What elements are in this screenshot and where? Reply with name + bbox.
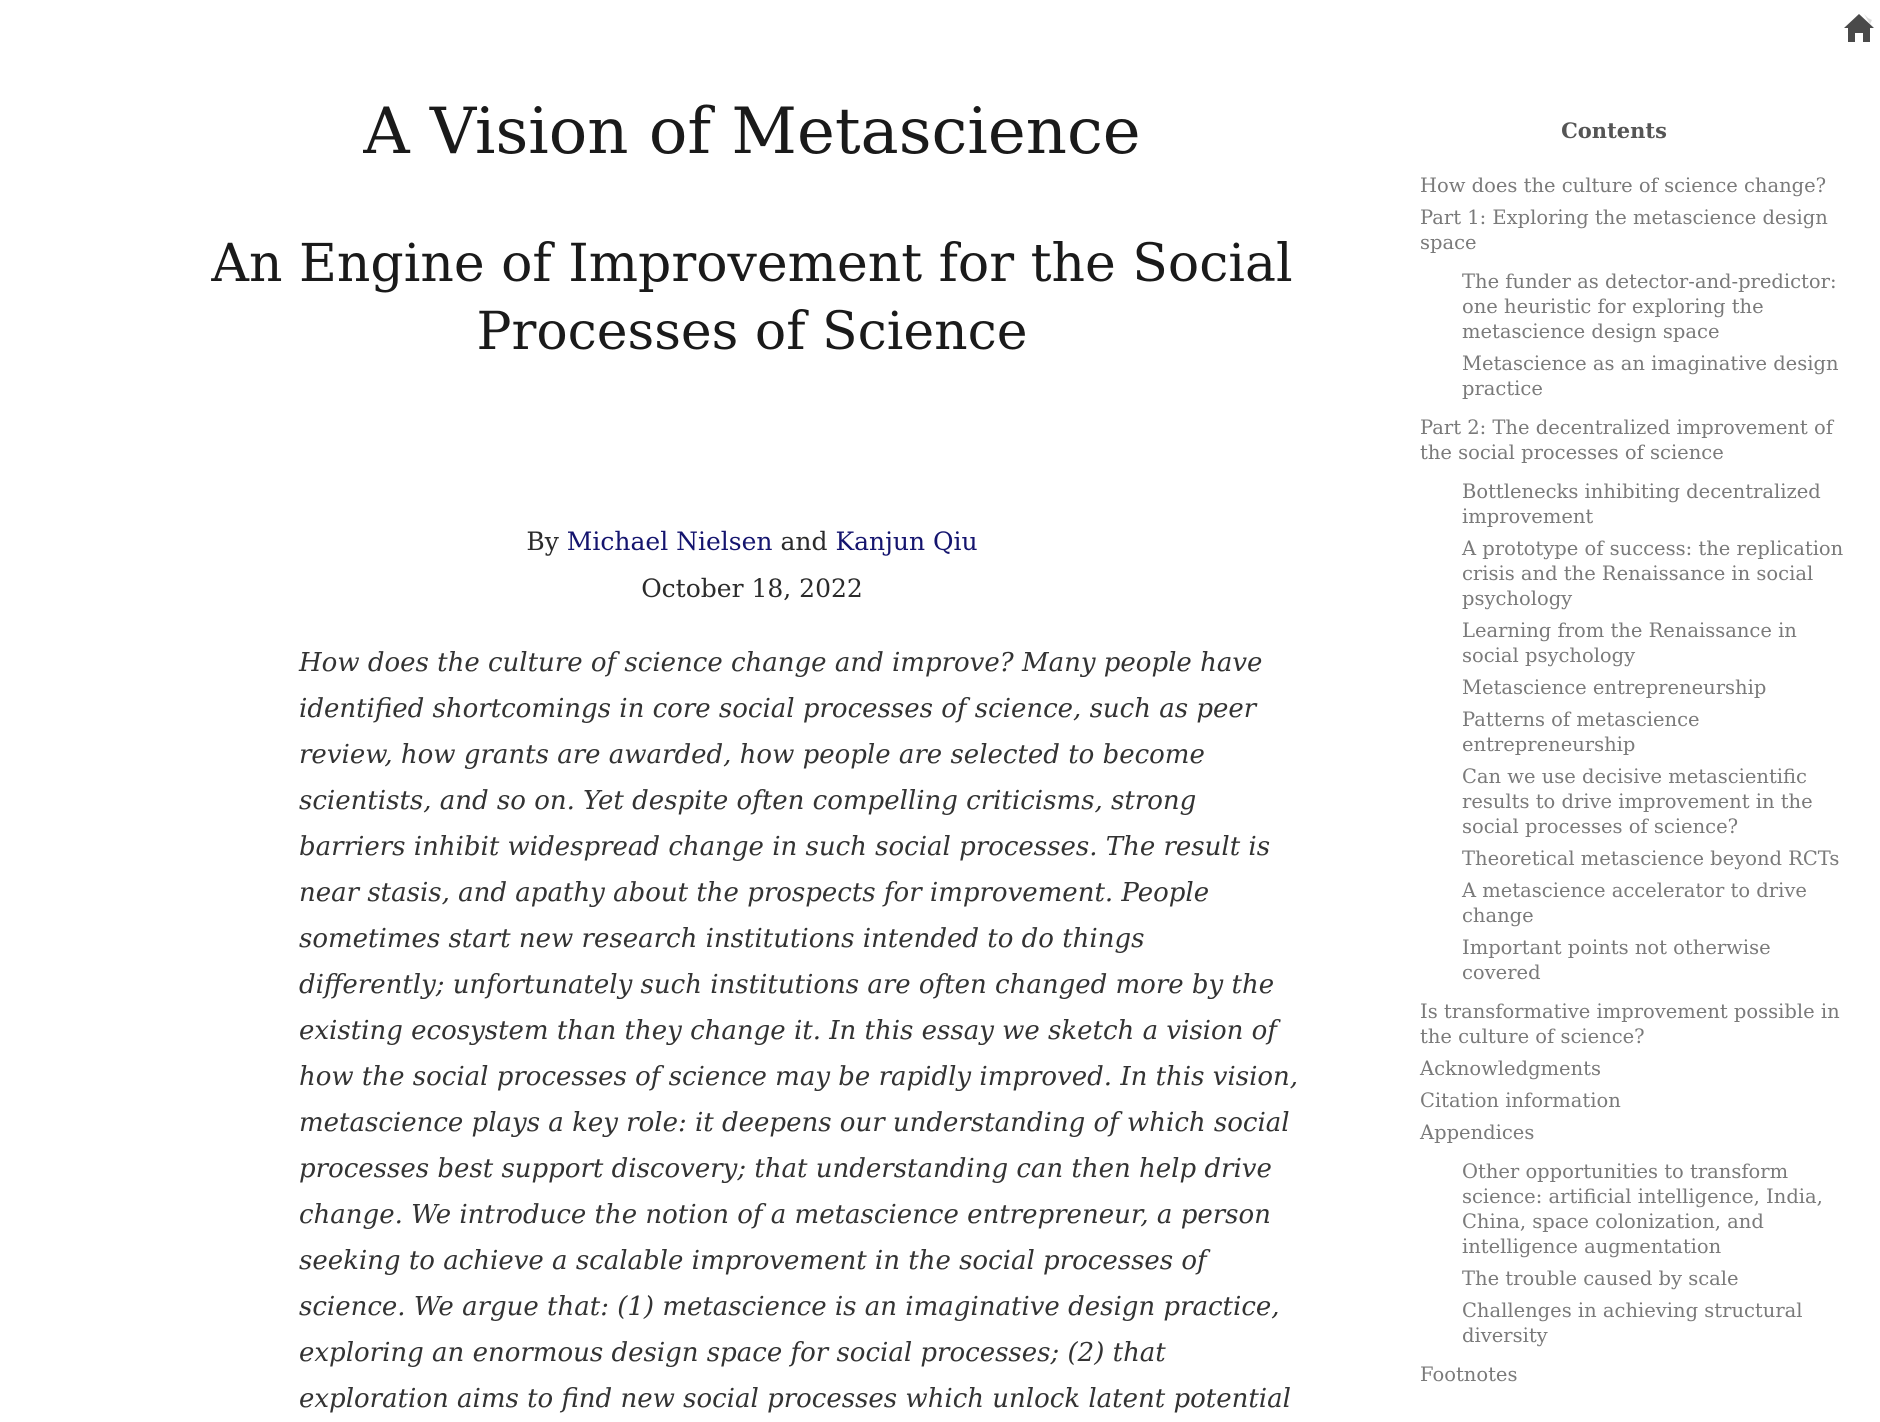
byline-by: By bbox=[526, 527, 559, 556]
toc-link[interactable]: Acknowledgments bbox=[1420, 1057, 1601, 1080]
author-link[interactable]: Kanjun Qiu bbox=[835, 527, 978, 556]
toc-link[interactable]: Part 2: The decentralized improvement of the social processes of science bbox=[1420, 416, 1833, 464]
abstract-line: metascience plays a key role: it deepens our understanding of which social bbox=[299, 1108, 1290, 1138]
page-subtitle bbox=[200, 230, 1304, 366]
toc-link[interactable]: Other opportunities to transform science: artificial intelligence, India, China, space colonization, and intelligence augmentation bbox=[1462, 1160, 1823, 1258]
abstract-line: scientists, and so on. Yet despite often compelling criticisms, strong bbox=[299, 786, 1197, 816]
toc-link[interactable]: Challenges in achieving structural diversity bbox=[1462, 1299, 1803, 1347]
toc-link[interactable]: How does the culture of science change? bbox=[1420, 174, 1827, 197]
abstract-line: existing ecosystem than they change it. In this essay we sketch a vision of bbox=[299, 1016, 1277, 1046]
abstract-line: near stasis, and apathy about the prospects for improvement. People bbox=[299, 878, 1210, 908]
abstract bbox=[299, 640, 1299, 1422]
byline bbox=[200, 524, 1304, 560]
toc-link[interactable]: Is transformative improvement possible in the culture of science? bbox=[1420, 1000, 1840, 1048]
toc-link[interactable]: The funder as detector-and-predictor: one heuristic for exploring the metascience design space bbox=[1462, 270, 1837, 343]
toc-link[interactable]: Learning from the Renaissance in social psychology bbox=[1462, 619, 1797, 667]
toc-link[interactable]: Important points not otherwise covered bbox=[1462, 936, 1771, 984]
abstract-line: barriers inhibit widespread change in such social processes. The result is bbox=[299, 832, 1271, 862]
table-of-contents bbox=[1420, 118, 1860, 1394]
abstract-line: seeking to achieve a scalable improvement in the social processes of bbox=[299, 1246, 1207, 1276]
abstract-line: processes best support discovery; that understanding can then help drive bbox=[299, 1154, 1272, 1184]
abstract-line: identified shortcomings in core social processes of science, such as peer bbox=[299, 694, 1257, 724]
abstract-line: exploring an enormous design space for social processes; (2) that bbox=[299, 1338, 1166, 1368]
toc-link[interactable]: Metascience as an imaginative design practice bbox=[1462, 352, 1839, 400]
toc-link[interactable]: Metascience entrepreneurship bbox=[1462, 676, 1767, 699]
toc-link[interactable]: Can we use decisive metascientific results to drive improvement in the social processes of science? bbox=[1462, 765, 1813, 838]
toc-heading: Contents bbox=[1561, 118, 1667, 143]
page-title: A Vision of Metascience bbox=[363, 95, 1141, 169]
author-link[interactable]: Michael Nielsen bbox=[566, 527, 773, 556]
toc-link[interactable]: A prototype of success: the replication crisis and the Renaissance in social psychology bbox=[1462, 537, 1844, 610]
home-button[interactable] bbox=[1842, 10, 1876, 44]
subtitle-line: Processes of Science bbox=[476, 302, 1028, 362]
abstract-line: change. We introduce the notion of a metascience entrepreneur, a person bbox=[299, 1200, 1271, 1230]
abstract-line: exploration aims to find new social processes which unlock latent potential bbox=[299, 1384, 1291, 1414]
toc-link[interactable]: Bottlenecks inhibiting decentralized improvement bbox=[1462, 480, 1821, 528]
toc-link[interactable]: Footnotes bbox=[1420, 1363, 1518, 1386]
toc-link[interactable]: Patterns of metascience entrepreneurship bbox=[1462, 708, 1700, 756]
home-icon bbox=[1842, 10, 1876, 44]
subtitle-line: An Engine of Improvement for the Social bbox=[211, 234, 1293, 294]
toc-link[interactable]: The trouble caused by scale bbox=[1462, 1267, 1739, 1290]
abstract-line: how the social processes of science may be rapidly improved. In this vision, bbox=[299, 1062, 1299, 1092]
toc-link[interactable]: Appendices bbox=[1420, 1121, 1535, 1144]
toc-link[interactable]: A metascience accelerator to drive change bbox=[1462, 879, 1807, 927]
abstract-line: How does the culture of science change and improve? Many people have bbox=[299, 648, 1263, 678]
toc-link[interactable]: Citation information bbox=[1420, 1089, 1621, 1112]
abstract-line: sometimes start new research institutions intended to do things bbox=[299, 924, 1145, 954]
toc-link[interactable]: Part 1: Exploring the metascience design space bbox=[1420, 206, 1828, 254]
byline-and: and bbox=[780, 527, 828, 556]
toc-link[interactable]: Theoretical metascience beyond RCTs bbox=[1462, 847, 1840, 870]
abstract-line: differently; unfortunately such institutions are often changed more by the bbox=[299, 970, 1275, 1000]
abstract-line: science. We argue that: (1) metascience is an imaginative design practice, bbox=[299, 1292, 1280, 1322]
publication-date: October 18, 2022 bbox=[641, 574, 863, 603]
abstract-line: review, how grants are awarded, how people are selected to become bbox=[299, 740, 1205, 770]
